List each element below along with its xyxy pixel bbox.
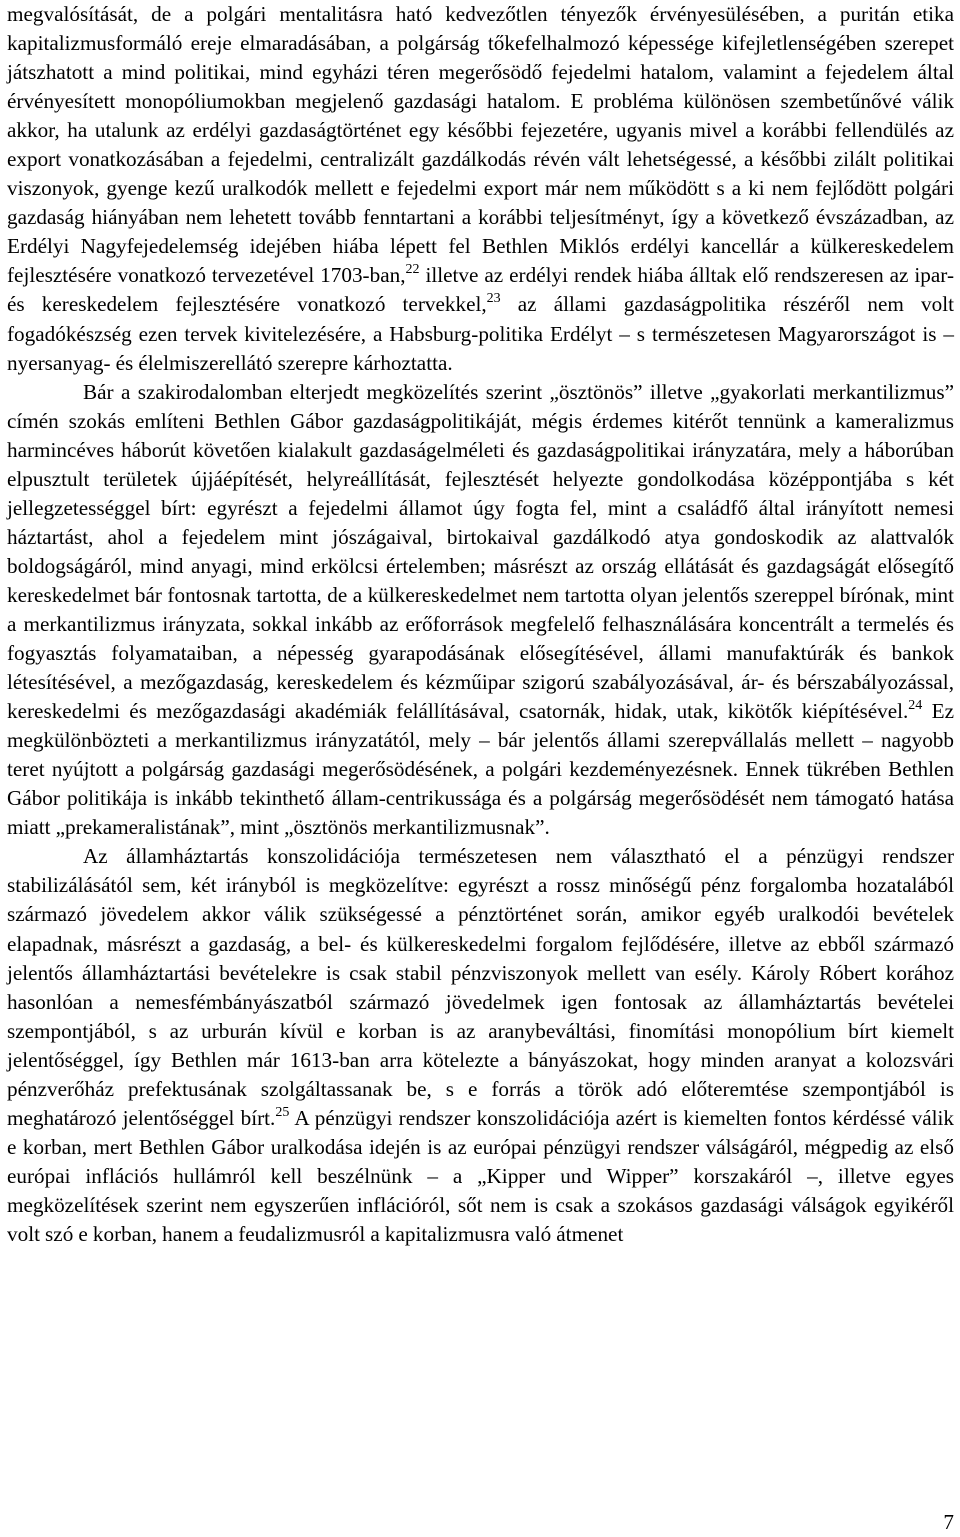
paragraph-text: A pénzügyi rendszer konszolidációja azért is kiemelten fontos kérdéssé válik e korban, mert Bethlen Gábor uralkodása idején is az európai pénzügyi rendszer válságáról, mégpedig az első európai inflációs hullámról kell beszélnünk – a „Kipper und Wipper” korszakáról –, illetve egyes megközelítések szerint nem egyszerűen inflációról, sőt nem is csak a szokásos gazdasági válságok egyikéről volt szó e korban, hanem a feudalizmusról a kapitalizmusra való átmenet: [7, 1105, 954, 1246]
footnote-ref[interactable]: 25: [275, 1104, 290, 1120]
paragraph-text: Bár a szakirodalomban elterjedt megközelítés szerint „ösztönös” illetve „gyakorlati merkantilizmus” címén szokás említeni Bethlen Gábor gazdaságpolitikáját, mégis érdemes kitérőt tennünk a kameralizmus harmincéves háborút követően kialakult gazdaságelméleti és gazdaságpolitikai irányzatára, mely a háborúban elpusztult területek újjáépítését, helyreállítását, fejlesztését helyezte gondolkodása középpontjába s két jellegzetességgel bírt: egyrészt a fejedelmi államot úgy fogta fel, mint a családfő által irányított nemesi háztartást, ahol a fejedelem mint jószágaival, birtokaival gazdálkodó atya gondoskodik az alattvalók boldogságáról, mind anyagi, mind erkölcsi értelemben; másrészt az ország ellátását és gazdagságát elősegítő kereskedelmet bár fontosnak tartotta, de a külkereskedelmet nem tartotta olyan jelentős szereppel bírónak, mint a merkantilizmus irányzata, sokkal inkább az erőforrások megfelelő felhasználására koncentrált a termelés és fogyasztás folyamataiban, a népesség gyarapodásának elősegítésével, állami manufaktúrák és bankok létesítésével, a mezőgazdaság, kereskedelem és kézműipar szigorú szabályozásával, ár- és bérszabályozással, kereskedelmi és mezőgazdasági akadémiák felállításával, csatornák, hidak, utak, kikötők kiépítésével.: [7, 379, 954, 724]
paragraph-text: Ez megkülönbözteti a merkantilizmus irányzatától, mely – bár jelentős állami szerepvállalás mellett – nagyobb teret nyújtott a polgárság gazdasági megerősödésének, a polgári kezdeményezésnek. Ennek tükrében Bethlen Gábor politikája is inkább tekinthető állam-centrikussága és a polgárság megerősödését nem támogató hatása miatt „prekameralistának”, mint „ösztönös merkantilizmusnak”.: [7, 699, 954, 840]
footnote-ref[interactable]: 23: [486, 291, 501, 307]
paragraph: [7, 842, 954, 1249]
document-body: [7, 0, 954, 1249]
paragraph-text: megvalósítását, de a polgári mentalitásra ható kedvezőtlen tényezők érvényesülésében, a puritán etika kapitalizmusformáló ereje elmaradásában, a polgárság tőkefelhalmozó képessége kifejletlenségében szerepet játszhatott a mind politikai, mind egyházi téren megerősödő fejedelmi hatalom, valamint a fejedelem által érvényesített monopóliumokban megjelenő gazdasági hatalom. E probléma különösen szembetűnővé válik akkor, ha utalunk az erdélyi gazdaságtörténet egy későbbi fejezetére, ugyanis mivel a korábbi fellendülés az export vonatkozásában a fejedelmi, centralizált gazdálkodás révén vált lehetségessé, a későbbi zilált politikai viszonyok, gyenge kezű uralkodók mellett e fejedelmi export már nem működött s a ki nem fejlődött polgári gazdaság hiányában nem lehetett tovább fenntartani a korábbi teljesítményt, így a következő évszázadban, az Erdélyi Nagyfejedelemség idejében hiába lépett fel Bethlen Miklós erdélyi kancellár a külkereskedelem fejlesztésére vonatkozó tervezetével 1703-ban,: [7, 2, 954, 288]
paragraph-text: illetve az erdélyi rendek hiába álltak elő rendszeresen az ipar- és kereskedelem fejlesztésére vonatkozó tervekkel,: [7, 263, 954, 317]
footnote-ref[interactable]: 22: [405, 262, 420, 278]
page-number: 7: [943, 1510, 954, 1534]
paragraph: [7, 0, 954, 378]
footnote-ref[interactable]: 24: [908, 698, 923, 714]
paragraph-text: az állami gazdaságpolitika részéről nem volt fogadókészség ezen tervek kivitelezésére, a Habsburg-politika Erdélyt – s természetesen Magyarországot is – nyersanyag- és élelmiszerellátó szerepre kárhoztatta.: [7, 292, 954, 375]
paragraph: [7, 378, 954, 843]
paragraph-text: Az államháztartás konszolidációja természetesen nem választható el a pénzügyi rendszer stabilizálásától sem, két irányból is megközelítve: egyrészt a rossz minőségű pénz forgalomba hozatalából származó jövedelem akkor válik szükségessé a pénztörténet során, amikor egyéb uralkodói bevételek elapadnak, másrészt a gazdaság, a bel- és külkereskedelmi forgalom fejlődésére, illetve az ebből származó jelentős államháztartási bevételekre is csak stabil pénzviszonyok mellett van esély. Károly Róbert korához hasonlóan a nemesfémbányászatból származó jövedelmek igen fontosak az államháztartás bevételei szempontjából, s az urburán kívül e korban is az aranybeváltási, finomítási monopólium bírt kiemelt jelentőséggel, így Bethlen már 1613-ban arra kötelezte a bányászokat, hogy minden aranyat a kolozsvári pénzverőház prefektusának szolgáltassanak be, s e forrás a török adó előteremtése szempontjából is meghatározó jelentőséggel bírt.: [7, 844, 954, 1130]
